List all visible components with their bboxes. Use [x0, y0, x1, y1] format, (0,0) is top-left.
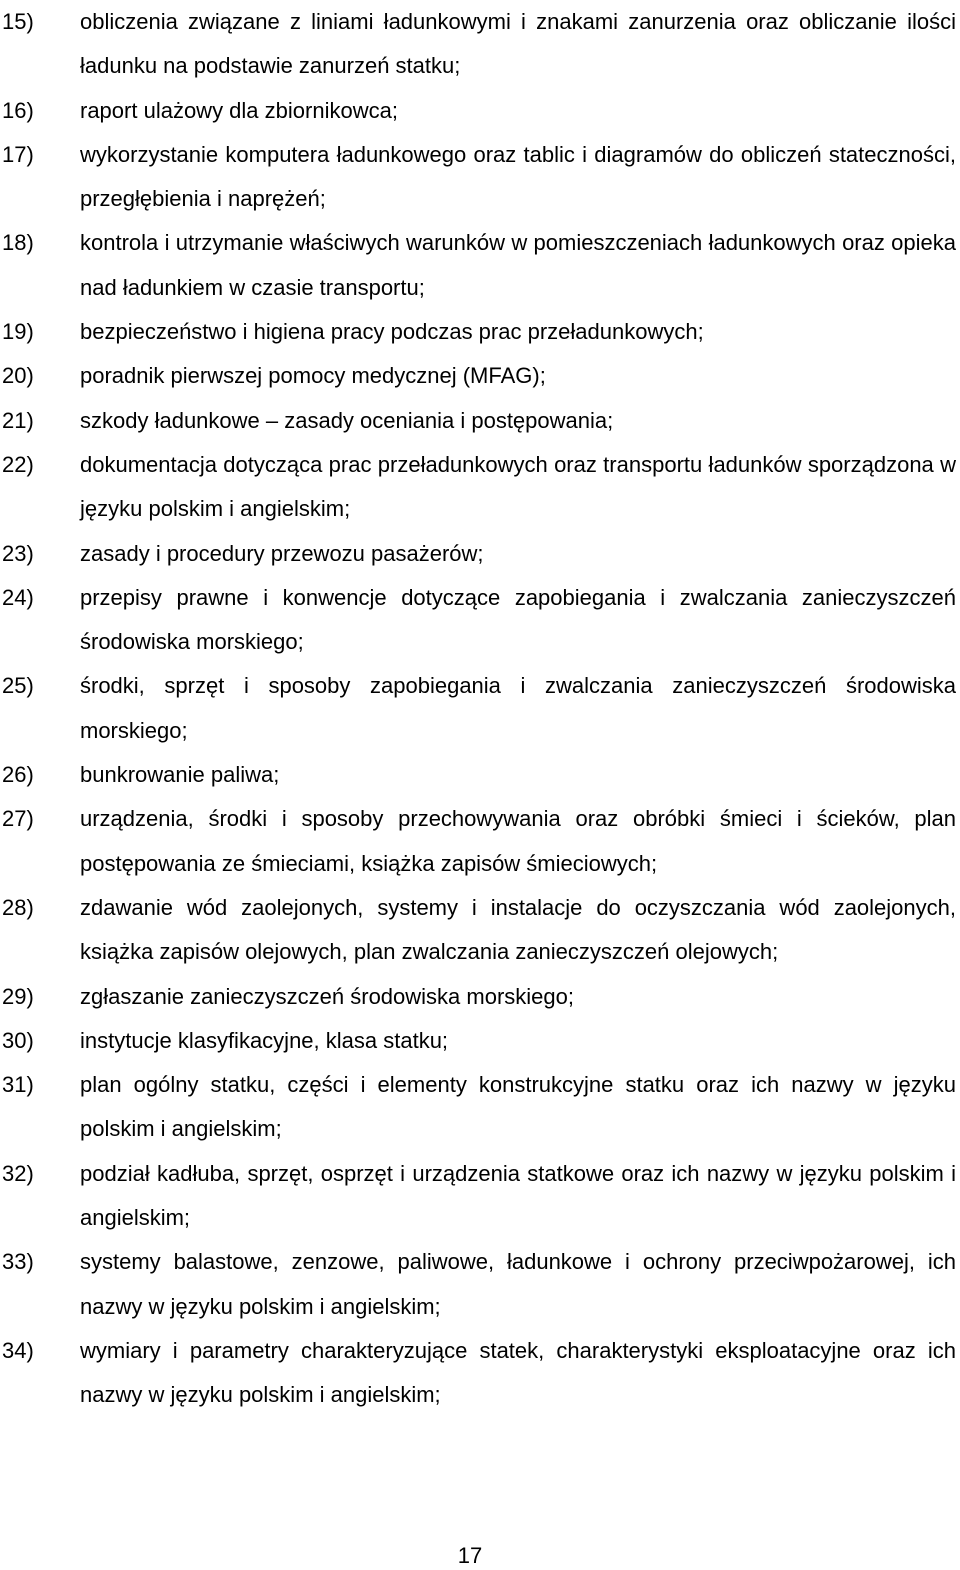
list-item: [2, 975, 956, 1019]
item-text: instytucje klasyfikacyjne, klasa statku;: [80, 1027, 449, 1053]
list-item: [2, 0, 956, 89]
list-item: [2, 1152, 956, 1241]
item-text: wymiary i parametry charakteryzujące statek, charakterystyki eksploatacyjne oraz ich nazwy w języku polskim i angielskim;: [80, 1337, 956, 1408]
list-item: [2, 664, 956, 753]
item-text: podział kadłuba, sprzęt, osprzęt i urządzenia statkowe oraz ich nazwy w języku polskim i angielskim;: [80, 1160, 956, 1231]
item-text: szkody ładunkowe – zasady oceniania i postępowania;: [80, 407, 614, 433]
item-number: 19): [2, 319, 34, 345]
list-item: [2, 221, 956, 310]
list-item: [2, 1019, 956, 1063]
item-number: 30): [2, 1027, 34, 1053]
item-number: 25): [2, 673, 34, 699]
item-number: 18): [2, 230, 34, 256]
item-number: 34): [2, 1337, 34, 1363]
item-number: 21): [2, 407, 34, 433]
item-text: kontrola i utrzymanie właściwych warunków w pomieszczeniach ładunkowych oraz opieka nad ładunkiem w czasie transportu;: [80, 230, 956, 300]
page-number: 17: [457, 1543, 483, 1568]
list-item: [2, 886, 956, 975]
item-text: poradnik pierwszej pomocy medycznej (MFAG);: [80, 363, 546, 389]
item-number: 29): [2, 983, 34, 1009]
list-item: [2, 753, 956, 797]
item-number: 28): [2, 894, 34, 920]
item-text: dokumentacja dotycząca prac przeładunkowych oraz transportu ładunków sporządzona w języku polskim i angielskim;: [80, 451, 956, 522]
list-item: [2, 133, 956, 222]
item-text: systemy balastowe, zenzowe, paliwowe, ładunkowe i ochrony przeciwpożarowej, ich nazwy w języku polskim i angielskim;: [80, 1249, 956, 1319]
list-item: [2, 89, 956, 133]
item-number: 26): [2, 762, 34, 788]
list-item: [2, 797, 956, 886]
item-number: 32): [2, 1160, 34, 1186]
item-text: przepisy prawne i konwencje dotyczące zapobiegania i zwalczania zanieczyszczeń środowiska morskiego;: [80, 584, 956, 655]
item-text: zdawanie wód zaolejonych, systemy i instalacje do oczyszczania wód zaolejonych, książka zapisów olejowych, plan zwalczania zanieczyszczeń olejowych;: [80, 894, 956, 965]
list-item: [2, 310, 956, 354]
list-item: [2, 1240, 956, 1329]
list-item: [2, 399, 956, 443]
item-number: 20): [2, 363, 34, 389]
item-number: 16): [2, 97, 34, 123]
item-text: bunkrowanie paliwa;: [80, 762, 280, 788]
list-item: [2, 354, 956, 398]
list-item: [2, 576, 956, 665]
item-text: zasady i procedury przewozu pasażerów;: [80, 540, 484, 566]
item-text: obliczenia związane z liniami ładunkowymi i znakami zanurzenia oraz obliczanie ilości ładunku na podstawie zanurzeń statku;: [80, 9, 956, 79]
list-item: [2, 1329, 956, 1418]
item-number: 24): [2, 584, 34, 610]
item-number: 33): [2, 1249, 34, 1275]
item-text: środki, sprzęt i sposoby zapobiegania i zwalczania zanieczyszczeń środowiska morskiego;: [80, 673, 956, 743]
item-text: zgłaszanie zanieczyszczeń środowiska morskiego;: [80, 983, 574, 1009]
list-item: [2, 532, 956, 576]
numbered-list: [2, 0, 956, 1418]
item-number: 17): [2, 141, 34, 167]
item-number: 15): [2, 9, 34, 34]
list-item: [2, 1063, 956, 1152]
item-number: 31): [2, 1072, 34, 1098]
list-item: [2, 443, 956, 532]
item-text: raport ulażowy dla zbiornikowca;: [80, 97, 398, 123]
item-text: urządzenia, środki i sposoby przechowywania oraz obróbki śmieci i ścieków, plan postępowania ze śmieciami, książka zapisów śmieciowych;: [80, 806, 956, 876]
item-text: wykorzystanie komputera ładunkowego oraz tablic i diagramów do obliczeń stateczności, przegłębienia i naprężeń;: [80, 141, 956, 212]
item-number: 27): [2, 806, 34, 832]
item-number: 23): [2, 540, 34, 566]
item-text: plan ogólny statku, części i elementy konstrukcyjne statku oraz ich nazwy w języku polskim i angielskim;: [80, 1072, 956, 1142]
item-text: bezpieczeństwo i higiena pracy podczas prac przeładunkowych;: [80, 319, 704, 345]
item-number: 22): [2, 451, 34, 477]
